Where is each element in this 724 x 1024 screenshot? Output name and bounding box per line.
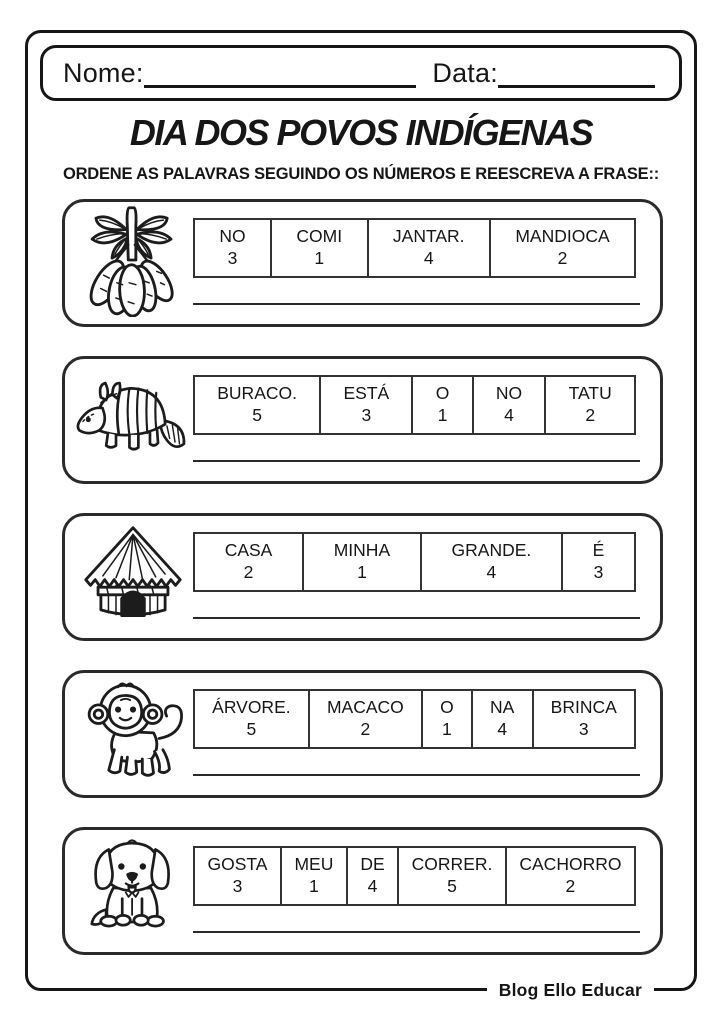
word-number: 4 xyxy=(423,248,434,268)
row-image-wrap xyxy=(73,677,193,785)
word-cell xyxy=(491,220,634,276)
word-number: 2 xyxy=(243,562,254,582)
row-content xyxy=(193,677,644,785)
word-number: 1 xyxy=(314,248,325,268)
footer-credit: Blog Ello Educar xyxy=(487,980,654,1001)
activity-row-macaco xyxy=(62,670,663,798)
word-label: JANTAR. xyxy=(392,226,465,246)
word-number: 5 xyxy=(447,876,457,896)
word-cell xyxy=(195,534,304,590)
answer-write-line xyxy=(193,460,640,462)
word-label: GRANDE. xyxy=(451,540,532,560)
name-write-line xyxy=(144,85,417,88)
name-label: Nome: xyxy=(63,57,144,88)
straw-hut-image xyxy=(78,523,188,625)
word-table xyxy=(193,532,636,592)
word-cell xyxy=(534,691,634,747)
instruction-text: ORDENE AS PALAVRAS SEGUINDO OS NÚMEROS E REESCREVA A FRASE:: xyxy=(62,165,660,183)
name-date-box xyxy=(40,45,682,101)
answer-write-line xyxy=(193,617,640,619)
word-label: CACHORRO xyxy=(519,854,622,874)
word-cell xyxy=(563,534,634,590)
page-border xyxy=(25,30,697,1000)
word-cell xyxy=(304,534,422,590)
word-number: 3 xyxy=(232,876,243,896)
word-cell xyxy=(321,377,413,433)
word-table xyxy=(193,375,636,435)
word-cell xyxy=(272,220,368,276)
word-cell xyxy=(423,691,473,747)
word-cell xyxy=(507,848,634,904)
date-write-line xyxy=(498,85,655,88)
row-image-wrap xyxy=(73,206,193,314)
word-cell xyxy=(195,691,310,747)
row-content xyxy=(193,834,644,942)
word-cell xyxy=(310,691,423,747)
word-number: 5 xyxy=(246,719,257,739)
word-label: O xyxy=(440,697,454,717)
row-content xyxy=(193,206,644,314)
activity-row-cachorro xyxy=(62,827,663,955)
word-number: 2 xyxy=(565,876,576,896)
row-image-wrap xyxy=(73,834,193,942)
word-label: CORRER. xyxy=(411,854,493,874)
word-label: CASA xyxy=(224,540,273,560)
word-label: O xyxy=(435,383,450,403)
word-cell xyxy=(413,377,473,433)
word-label: MINHA xyxy=(333,540,391,560)
word-number: 5 xyxy=(252,405,262,425)
word-label: COMI xyxy=(296,226,343,246)
word-number: 2 xyxy=(585,405,596,425)
cassava-plant-image xyxy=(80,203,186,317)
word-label: MACACO xyxy=(326,697,404,717)
word-label: ESTÁ xyxy=(343,383,390,403)
word-number: 4 xyxy=(504,405,514,425)
word-cell xyxy=(474,377,547,433)
word-cell xyxy=(399,848,507,904)
word-number: 1 xyxy=(309,876,319,896)
page-title: DIA DOS POVOS INDÍGENAS xyxy=(129,112,593,153)
word-label: GOSTA xyxy=(207,854,268,874)
word-number: 3 xyxy=(578,719,589,739)
word-label: TATU xyxy=(568,383,612,403)
word-label: BURACO. xyxy=(217,383,297,403)
word-cell xyxy=(282,848,348,904)
word-label: É xyxy=(592,540,605,560)
word-table xyxy=(193,846,636,906)
word-cell xyxy=(195,377,321,433)
row-content xyxy=(193,363,644,471)
word-label: DE xyxy=(360,854,385,874)
answer-write-line xyxy=(193,774,640,776)
word-number: 1 xyxy=(437,405,448,425)
word-label: ÁRVORE. xyxy=(212,697,291,717)
word-cell xyxy=(422,534,563,590)
monkey-image xyxy=(77,678,189,784)
word-number: 4 xyxy=(367,876,378,896)
word-table xyxy=(193,689,636,749)
word-label: MANDIOCA xyxy=(515,226,610,246)
word-number: 3 xyxy=(227,248,238,268)
row-image-wrap xyxy=(73,520,193,628)
word-table xyxy=(193,218,636,278)
answer-write-line xyxy=(193,303,640,305)
word-cell xyxy=(348,848,399,904)
word-cell xyxy=(546,377,634,433)
word-cell xyxy=(195,220,272,276)
word-number: 4 xyxy=(497,719,508,739)
date-label: Data: xyxy=(432,57,498,88)
word-label: NO xyxy=(495,383,523,403)
word-number: 3 xyxy=(593,562,604,582)
armadillo-image xyxy=(74,371,192,463)
word-number: 2 xyxy=(557,248,568,268)
word-label: NA xyxy=(490,697,515,717)
puppy-image xyxy=(81,836,185,940)
answer-write-line xyxy=(193,931,640,933)
word-cell xyxy=(195,848,282,904)
word-number: 1 xyxy=(442,719,452,739)
word-label: BRINCA xyxy=(550,697,617,717)
activity-row-mandioca xyxy=(62,199,663,327)
row-content xyxy=(193,520,644,628)
word-number: 1 xyxy=(357,562,367,582)
activity-rows xyxy=(62,199,663,955)
activity-row-casa xyxy=(62,513,663,641)
row-image-wrap xyxy=(73,363,193,471)
word-label: NO xyxy=(219,226,246,246)
word-label: MEU xyxy=(294,854,334,874)
word-number: 2 xyxy=(360,719,371,739)
activity-row-tatu xyxy=(62,356,663,484)
word-number: 3 xyxy=(361,405,372,425)
word-cell xyxy=(473,691,534,747)
word-number: 4 xyxy=(486,562,497,582)
word-cell xyxy=(369,220,491,276)
